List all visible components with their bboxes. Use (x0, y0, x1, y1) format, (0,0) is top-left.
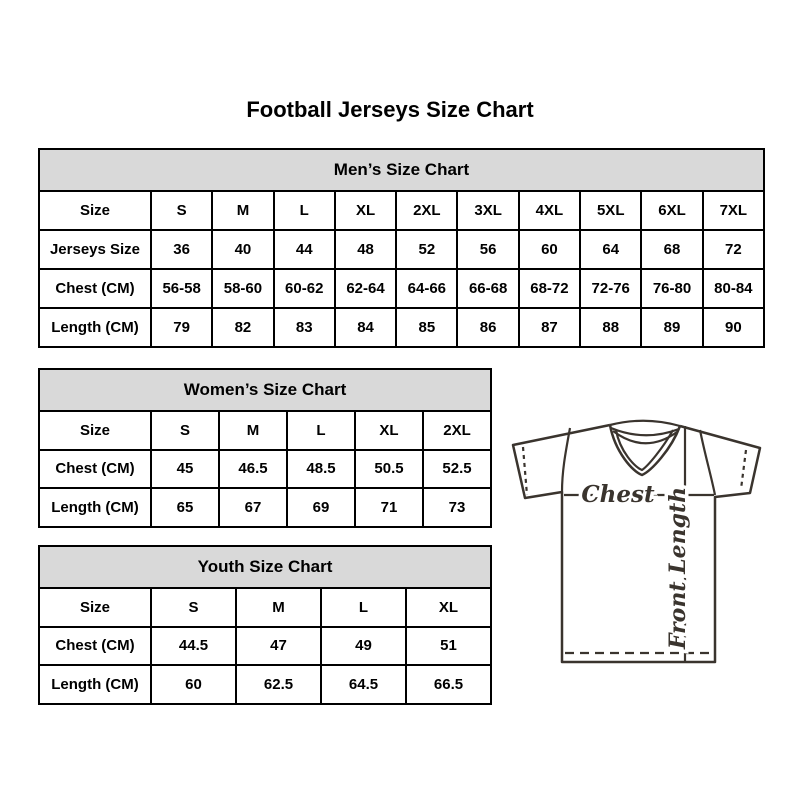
mens-value-cell: 68-72 (519, 269, 580, 308)
womens-value-cell: 46.5 (219, 450, 287, 489)
mens-value-cell: 48 (335, 230, 396, 269)
youth-row-label: Size (39, 588, 151, 627)
womens-value-cell: XL (355, 411, 423, 450)
mens-value-cell: 72-76 (580, 269, 641, 308)
youth-value-cell: S (151, 588, 236, 627)
mens-value-cell: 80-84 (703, 269, 764, 308)
mens-value-cell: 68 (641, 230, 702, 269)
mens-row-label: Jerseys Size (39, 230, 151, 269)
mens-size-table-container (38, 148, 765, 348)
table-row (39, 269, 764, 308)
youth-value-cell: 60 (151, 665, 236, 704)
mens-value-cell: 52 (396, 230, 457, 269)
womens-value-cell: M (219, 411, 287, 450)
jersey-outline (513, 425, 760, 662)
table-row (39, 488, 491, 527)
mens-value-cell: 4XL (519, 191, 580, 230)
mens-value-cell: 72 (703, 230, 764, 269)
youth-value-cell: 62.5 (236, 665, 321, 704)
mens-value-cell: 87 (519, 308, 580, 347)
mens-row-label: Chest (CM) (39, 269, 151, 308)
womens-value-cell: 50.5 (355, 450, 423, 489)
mens-value-cell: 44 (274, 230, 335, 269)
womens-value-cell: 45 (151, 450, 219, 489)
mens-value-cell: 76-80 (641, 269, 702, 308)
table-row (39, 627, 491, 666)
mens-value-cell: 84 (335, 308, 396, 347)
front-length-label: Front Length (665, 486, 691, 650)
mens-value-cell: M (212, 191, 273, 230)
youth-value-cell: 64.5 (321, 665, 406, 704)
youth-value-cell: 44.5 (151, 627, 236, 666)
womens-value-cell: 71 (355, 488, 423, 527)
mens-value-cell: 60 (519, 230, 580, 269)
youth-row-label: Length (CM) (39, 665, 151, 704)
womens-row-label: Chest (CM) (39, 450, 151, 489)
mens-value-cell: 58-60 (212, 269, 273, 308)
mens-value-cell: 88 (580, 308, 641, 347)
mens-value-cell: 90 (703, 308, 764, 347)
table-row (39, 411, 491, 450)
youth-value-cell: 47 (236, 627, 321, 666)
youth-table-header-row (39, 546, 491, 588)
womens-table-title: Women’s Size Chart (39, 369, 491, 411)
chest-label: Chest (581, 481, 655, 508)
table-row (39, 308, 764, 347)
womens-value-cell: 69 (287, 488, 355, 527)
youth-size-table (38, 545, 492, 705)
mens-value-cell: 89 (641, 308, 702, 347)
womens-table-header-row (39, 369, 491, 411)
womens-value-cell: 65 (151, 488, 219, 527)
jersey-collar (610, 421, 680, 475)
mens-value-cell: 5XL (580, 191, 641, 230)
womens-value-cell: 48.5 (287, 450, 355, 489)
table-row (39, 450, 491, 489)
mens-value-cell: 82 (212, 308, 273, 347)
youth-value-cell: XL (406, 588, 491, 627)
womens-size-table (38, 368, 492, 528)
table-row (39, 665, 491, 704)
mens-value-cell: 56-58 (151, 269, 212, 308)
youth-value-cell: 66.5 (406, 665, 491, 704)
womens-value-cell: S (151, 411, 219, 450)
womens-value-cell: L (287, 411, 355, 450)
table-row (39, 191, 764, 230)
page-title: Football Jerseys Size Chart (246, 97, 534, 122)
mens-value-cell: S (151, 191, 212, 230)
mens-value-cell: 64-66 (396, 269, 457, 308)
mens-value-cell: 40 (212, 230, 273, 269)
mens-table-header-row (39, 149, 764, 191)
mens-value-cell: 56 (457, 230, 518, 269)
youth-table-title: Youth Size Chart (39, 546, 491, 588)
youth-value-cell: 51 (406, 627, 491, 666)
mens-value-cell: 66-68 (457, 269, 518, 308)
mens-value-cell: 79 (151, 308, 212, 347)
mens-value-cell: L (274, 191, 335, 230)
womens-value-cell: 52.5 (423, 450, 491, 489)
mens-value-cell: 86 (457, 308, 518, 347)
mens-row-label: Size (39, 191, 151, 230)
mens-value-cell: 6XL (641, 191, 702, 230)
mens-value-cell: 83 (274, 308, 335, 347)
mens-row-label: Length (CM) (39, 308, 151, 347)
right-cuff-stitch (741, 450, 746, 489)
youth-value-cell: M (236, 588, 321, 627)
womens-row-label: Length (CM) (39, 488, 151, 527)
womens-value-cell: 2XL (423, 411, 491, 450)
left-sleeve-seam (562, 428, 570, 492)
mens-value-cell: 60-62 (274, 269, 335, 308)
mens-value-cell: 64 (580, 230, 641, 269)
mens-value-cell: 7XL (703, 191, 764, 230)
right-sleeve-seam (700, 430, 715, 495)
table-row (39, 230, 764, 269)
mens-table-title: Men’s Size Chart (39, 149, 764, 191)
mens-value-cell: 85 (396, 308, 457, 347)
youth-value-cell: L (321, 588, 406, 627)
youth-size-table-container (38, 545, 492, 705)
mens-value-cell: 62-64 (335, 269, 396, 308)
mens-size-table (38, 148, 765, 348)
table-row (39, 588, 491, 627)
mens-value-cell: 3XL (457, 191, 518, 230)
womens-size-table-container (38, 368, 492, 528)
womens-value-cell: 67 (219, 488, 287, 527)
mens-value-cell: 36 (151, 230, 212, 269)
womens-value-cell: 73 (423, 488, 491, 527)
youth-value-cell: 49 (321, 627, 406, 666)
mens-value-cell: 2XL (396, 191, 457, 230)
womens-row-label: Size (39, 411, 151, 450)
mens-value-cell: XL (335, 191, 396, 230)
jersey-measurement-diagram (495, 400, 775, 680)
youth-row-label: Chest (CM) (39, 627, 151, 666)
